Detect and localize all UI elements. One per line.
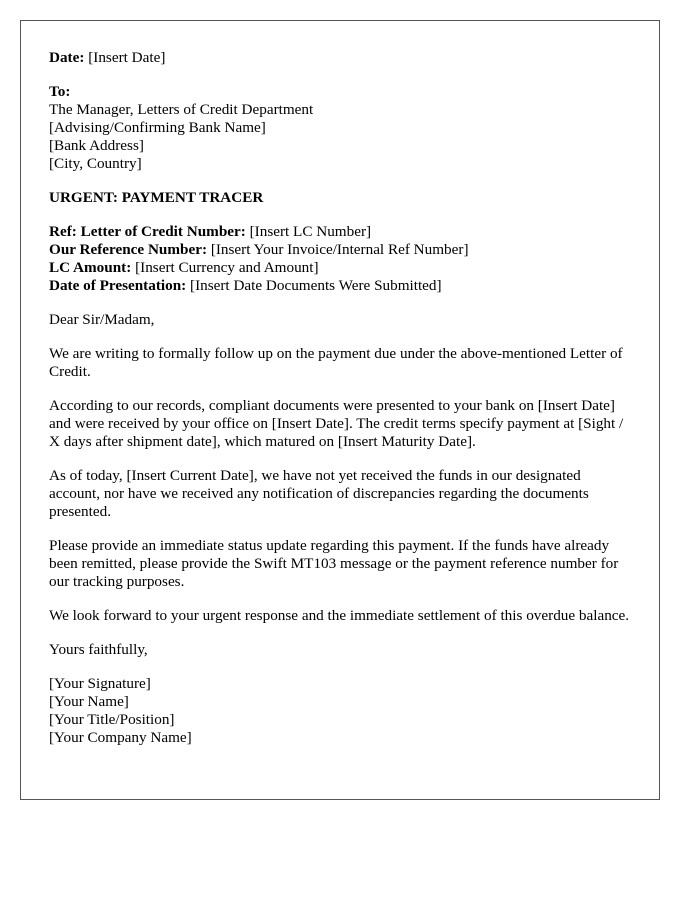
body-paragraph: As of today, [Insert Current Date], we have not yet received the funds in our designated account, nor have we received any notification of discrepancies regarding the documents presented. <box>49 467 589 520</box>
signature-line: [Your Company Name] <box>49 729 192 746</box>
recipient-label: To: <box>49 83 71 100</box>
body-paragraph: Please provide an immediate status update regarding this payment. If the funds have already been remitted, please provide the Swift MT103 message or the payment reference number for our tracking purposes. <box>49 537 619 590</box>
reference-line <box>49 259 631 277</box>
reference-label: Our Reference Number: <box>49 241 208 258</box>
reference-line <box>49 241 631 259</box>
body-paragraph: We are writing to formally follow up on the payment due under the above-mentioned Letter of Credit. <box>49 345 623 380</box>
letter-document <box>20 20 660 800</box>
reference-label: Date of Presentation: <box>49 277 187 294</box>
date-line <box>49 49 631 67</box>
recipient-block <box>49 83 631 173</box>
date-value: [Insert Date] <box>84 49 166 66</box>
subject-heading: URGENT: PAYMENT TRACER <box>49 189 264 206</box>
closing: Yours faithfully, <box>49 641 148 658</box>
recipient-line: [City, Country] <box>49 155 142 172</box>
recipient-line: [Bank Address] <box>49 137 144 154</box>
reference-label: Ref: Letter of Credit Number: <box>49 223 246 240</box>
signature-line: [Your Name] <box>49 693 129 710</box>
reference-value: [Insert Date Documents Were Submitted] <box>186 277 442 294</box>
reference-value: [Insert LC Number] <box>245 223 372 240</box>
reference-line <box>49 223 631 241</box>
signature-line: [Your Signature] <box>49 675 151 692</box>
reference-label: LC Amount: <box>49 259 132 276</box>
body-paragraph: We look forward to your urgent response and the immediate settlement of this overdue balance. <box>49 607 630 624</box>
reference-value: [Insert Currency and Amount] <box>131 259 319 276</box>
date-label: Date: <box>49 49 85 66</box>
signature-block <box>49 675 631 747</box>
reference-block <box>49 223 631 295</box>
reference-line <box>49 277 631 295</box>
reference-value: [Insert Your Invoice/Internal Ref Number] <box>207 241 469 258</box>
body-paragraph: According to our records, compliant documents were presented to your bank on [Insert Date] and were received by your office on [Insert Date]. The credit terms specify payment at [Sight / X days after shipment date], which matured on [Insert Maturity Date]. <box>49 397 624 450</box>
salutation: Dear Sir/Madam, <box>49 311 155 328</box>
recipient-line: The Manager, Letters of Credit Department <box>49 101 314 118</box>
signature-line: [Your Title/Position] <box>49 711 175 728</box>
recipient-line: [Advising/Confirming Bank Name] <box>49 119 266 136</box>
